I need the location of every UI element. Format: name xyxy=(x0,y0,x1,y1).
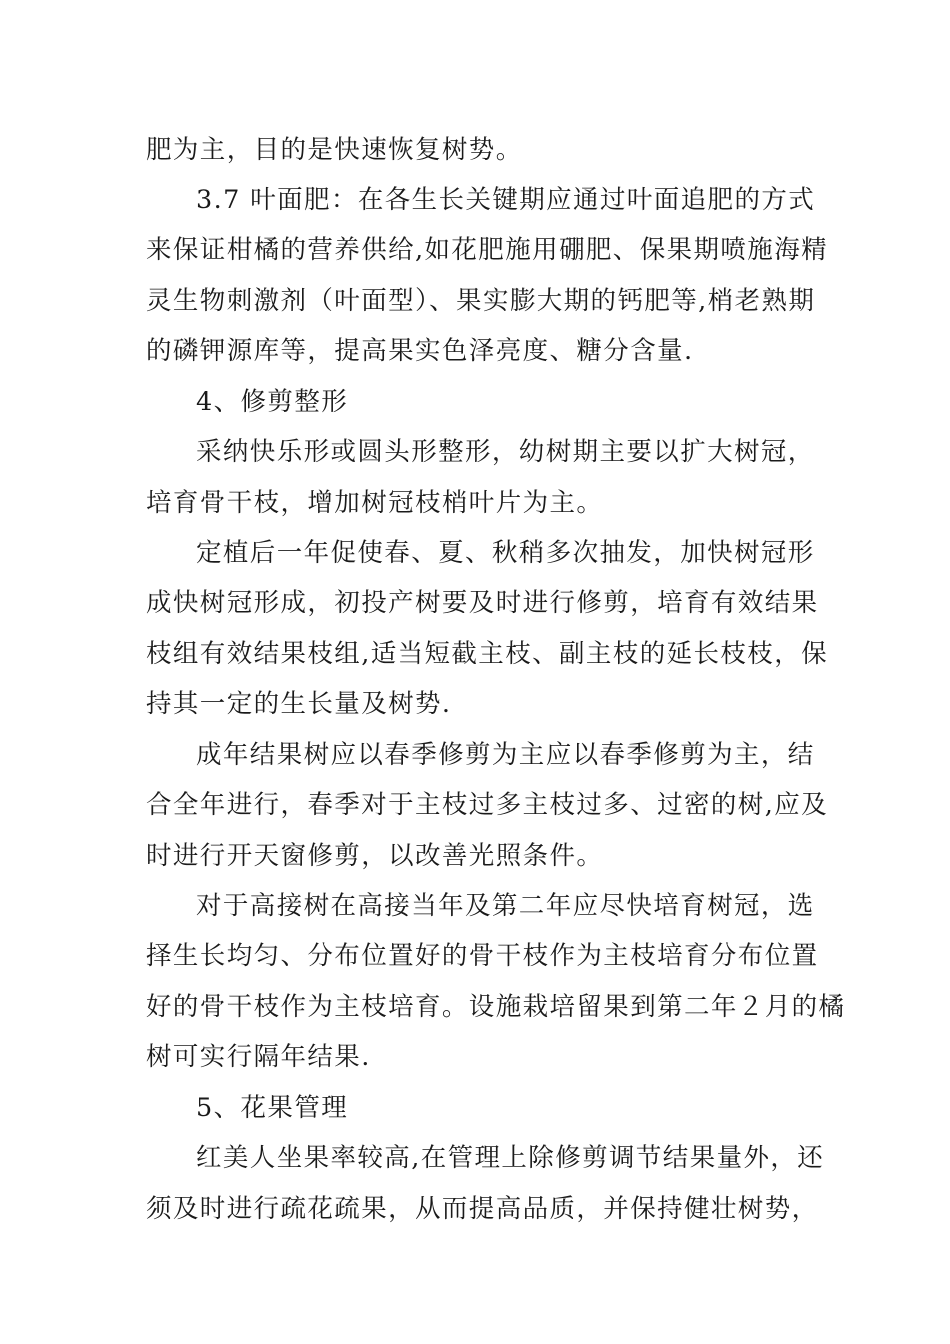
text-line: 培育骨干枝，增加树冠枝梢叶片为主。 xyxy=(146,488,604,518)
section-heading: 4、修剪整形 xyxy=(196,387,349,417)
text-line: 采纳快乐形或圆头形整形，幼树期主要以扩大树冠， xyxy=(196,437,815,467)
section-heading: 5、花果管理 xyxy=(196,1093,349,1123)
text-line: 3.7 叶面肥：在各生长关键期应通过叶面追肥的方式 xyxy=(196,185,816,215)
text-line: 的磷钾源库等，提高果实色泽亮度、糖分含量. xyxy=(146,336,694,366)
text-line: 来保证柑橘的营养供给,如花肥施用硼肥、保果期喷施海精 xyxy=(146,235,829,265)
text-line: 好的骨干枝作为主枝培育。设施栽培留果到第二年２月的橘 xyxy=(146,992,846,1022)
text-line: 树可实行隔年结果. xyxy=(146,1042,371,1072)
text-line: 肥为主，目的是快速恢复树势。 xyxy=(146,135,523,165)
text-line: 持其一定的生长量及树势. xyxy=(146,689,452,719)
text-line: 须及时进行疏花疏果，从而提高品质，并保持健壮树势， xyxy=(146,1194,819,1224)
text-line: 对于高接树在高接当年及第二年应尽快培育树冠，选 xyxy=(196,891,815,921)
text-line: 成年结果树应以春季修剪为主应以春季修剪为主，结 xyxy=(196,740,815,770)
text-line: 择生长均匀、分布位置好的骨干枝作为主枝培育分布位置 xyxy=(146,941,819,971)
text-line: 定植后一年促使春、夏、秋稍多次抽发，加快树冠形 xyxy=(196,538,815,568)
text-line: 合全年进行，春季对于主枝过多主枝过多、过密的树,应及 xyxy=(146,790,829,820)
text-line: 成快树冠形成，初投产树要及时进行修剪，培育有效结果 xyxy=(146,588,819,618)
text-line: 灵生物刺激剂（叶面型）、果实膨大期的钙肥等,梢老熟期 xyxy=(146,286,816,316)
text-line: 红美人坐果率较高,在管理上除修剪调节结果量外，还 xyxy=(196,1143,825,1173)
text-line: 时进行开天窗修剪，以改善光照条件。 xyxy=(146,841,604,871)
text-line: 枝组有效结果枝组,适当短截主枝、副主枝的延长枝枝，保 xyxy=(146,639,829,669)
